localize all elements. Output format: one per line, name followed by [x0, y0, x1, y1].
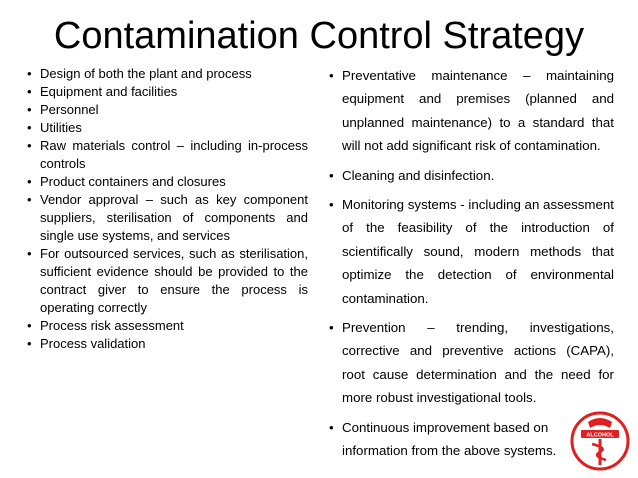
list-item: • Cleaning and disinfection. [342, 164, 614, 187]
slide-title: Contamination Control Strategy [53, 15, 585, 57]
list-item: • Vendor approval – such as key component suppliers, sterilisation of components and single use systems, and services [40, 191, 308, 245]
list-item: • For outsourced services, such as sterilisation, sufficient evidence should be provided to the contract giver to ensure the process is operating correctly [40, 245, 308, 317]
list-item: • Design of both the plant and process [40, 65, 308, 83]
pharmacy-logo-icon [570, 410, 630, 472]
list-item: • Prevention – trending, investigations, corrective and preventive actions (CAPA), root cause determination and the need for more robust investigational tools. [342, 316, 614, 410]
left-bullet-list [40, 65, 308, 353]
list-item: • Personnel [40, 101, 308, 119]
right-bullet-list [342, 64, 614, 469]
list-item: • Process validation [40, 335, 308, 353]
list-item: • Monitoring systems - including an assessment of the feasibility of the introduction of scientifically sound, modern methods that optimize the detection of environmental contamination. [342, 193, 614, 310]
list-item: • Preventative maintenance – maintaining equipment and premises (planned and unplanned maintenance) to a standard that will not add significant risk of contamination. [342, 64, 614, 158]
list-item: • Process risk assessment [40, 317, 308, 335]
list-item: • Equipment and facilities [40, 83, 308, 101]
list-item: • Raw materials control – including in-process controls [40, 137, 308, 173]
list-item: • Utilities [40, 119, 308, 137]
logo-label: ALCOHOL [586, 432, 614, 439]
list-item: • Continuous improvement based on information from the above systems. [342, 416, 614, 463]
list-item: • Product containers and closures [40, 173, 308, 191]
